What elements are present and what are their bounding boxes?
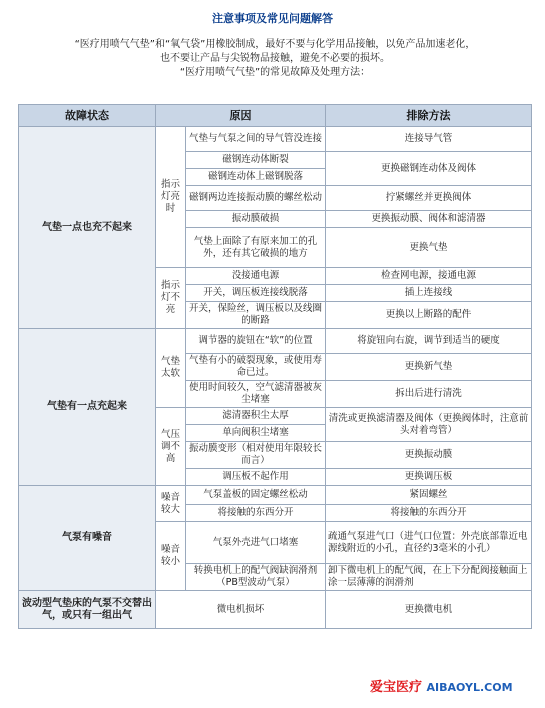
cause-cell: 调压板不起作用 bbox=[186, 469, 326, 486]
fix-cell: 更换气垫 bbox=[326, 228, 532, 268]
cause-cell: 调节器的旋钮在“软”的位置 bbox=[186, 329, 326, 354]
fix-cell: 疏通气泵进气口（进气口位置：外壳底部靠近电源线附近的小孔，直径约3毫米的小孔） bbox=[326, 522, 532, 564]
subgroup-cell: 指示灯亮时 bbox=[156, 127, 186, 268]
table-row bbox=[19, 486, 532, 505]
subgroup-cell: 指示灯不亮 bbox=[156, 268, 186, 329]
intro-line-3: “医疗用喷气气垫”的常见故障及处理方法： bbox=[179, 67, 371, 78]
fix-cell: 将接触的东西分开 bbox=[326, 505, 532, 522]
header-fix: 排除方法 bbox=[326, 105, 532, 127]
category-cell: 波动型气垫床的气泵不交替出气，或只有一组出气 bbox=[19, 591, 156, 629]
fix-cell: 拧紧螺丝并更换阀体 bbox=[326, 186, 532, 211]
table-row bbox=[19, 127, 532, 152]
intro-line-1: “医疗用喷气气垫”和“氧气袋”用橡胶制成，最好不要与化学用品接触，以免产品加速老化， bbox=[74, 39, 476, 50]
fix-cell: 更换振动膜、阀体和滤清器 bbox=[326, 211, 532, 228]
fix-cell: 将旋钮向右旋，调节到适当的硬度 bbox=[326, 329, 532, 354]
troubleshooting-table bbox=[18, 104, 532, 629]
cause-cell: 使用时间较久，空气滤清器被灰尘堵塞 bbox=[186, 381, 326, 408]
fix-cell: 连接导气管 bbox=[326, 127, 532, 152]
fix-cell: 卸下微电机上的配气阀，在上下分配阀接触面上涂一层薄薄的润滑剂 bbox=[326, 564, 532, 591]
subgroup-cell: 噪音较小 bbox=[156, 522, 186, 591]
header-cause: 原因 bbox=[156, 105, 326, 127]
fix-cell: 更换新气垫 bbox=[326, 354, 532, 381]
fix-cell: 更换微电机 bbox=[326, 591, 532, 629]
category-cell: 气垫一点也充不起来 bbox=[19, 127, 156, 329]
cause-cell: 气垫与气泵之间的导气管没连接 bbox=[186, 127, 326, 152]
cause-cell: 转换电机上的配气阀缺润滑剂（PB型波动气泵） bbox=[186, 564, 326, 591]
header-fault-state: 故障状态 bbox=[19, 105, 156, 127]
intro-line-2: 也不要让产品与尖锐物品接触，避免不必要的损坏。 bbox=[160, 53, 390, 64]
table-header-row bbox=[19, 105, 532, 127]
cause-cell: 气垫有小的破裂现象，或使用寿命已过。 bbox=[186, 354, 326, 381]
cause-cell: 磁钢连动体上磁钢脱落 bbox=[186, 169, 326, 186]
site-watermark-logo: 爱宝医疗 AIBAOYL.COM bbox=[370, 680, 513, 695]
cause-cell: 磁钢两边连接振动膜的螺丝松动 bbox=[186, 186, 326, 211]
subgroup-cell: 噪音较大 bbox=[156, 486, 186, 522]
cause-cell: 气泵外壳进气口堵塞 bbox=[186, 522, 326, 564]
cause-cell: 气垫上面除了有原来加工的孔外，还有其它破损的地方 bbox=[186, 228, 326, 268]
fix-cell: 拆出后进行清洗 bbox=[326, 381, 532, 408]
cause-cell: 磁钢连动体断裂 bbox=[186, 152, 326, 169]
cause-cell: 气泵盖板的固定螺丝松动 bbox=[186, 486, 326, 505]
fix-cell: 清洗或更换滤清器及阀体（更换阀体时，注意前头对着弯管） bbox=[326, 408, 532, 442]
fix-cell: 更换磁钢连动体及阀体 bbox=[326, 152, 532, 186]
table-row bbox=[19, 591, 532, 629]
fix-cell: 更换调压板 bbox=[326, 469, 532, 486]
fix-cell: 紧固螺丝 bbox=[326, 486, 532, 505]
fix-cell: 更换以上断路的配件 bbox=[326, 302, 532, 329]
cause-cell: 将接触的东西分开 bbox=[186, 505, 326, 522]
page-title: 注意事项及常见问题解答 bbox=[212, 12, 333, 25]
cause-cell: 没接通电源 bbox=[186, 268, 326, 285]
cause-cell: 振动膜变形（相对使用年限较长而言） bbox=[186, 442, 326, 469]
subgroup-cell: 气压调不高 bbox=[156, 408, 186, 486]
category-cell: 气泵有噪音 bbox=[19, 486, 156, 591]
fix-cell: 检查网电源，接通电源 bbox=[326, 268, 532, 285]
cause-cell: 开关，保险丝，调压板以及线圈的断路 bbox=[186, 302, 326, 329]
category-cell: 气垫有一点充起来 bbox=[19, 329, 156, 486]
cause-cell: 微电机损坏 bbox=[156, 591, 326, 629]
cause-cell: 开关，调压板连接线脱落 bbox=[186, 285, 326, 302]
subgroup-cell: 气垫太软 bbox=[156, 329, 186, 408]
cause-cell: 单向阀积尘堵塞 bbox=[186, 425, 326, 442]
cause-cell: 滤清器积尘太厚 bbox=[186, 408, 326, 425]
intro-text bbox=[20, 38, 530, 80]
fix-cell: 插上连接线 bbox=[326, 285, 532, 302]
table-row bbox=[19, 329, 532, 354]
fix-cell: 更换振动膜 bbox=[326, 442, 532, 469]
cause-cell: 振动膜破损 bbox=[186, 211, 326, 228]
